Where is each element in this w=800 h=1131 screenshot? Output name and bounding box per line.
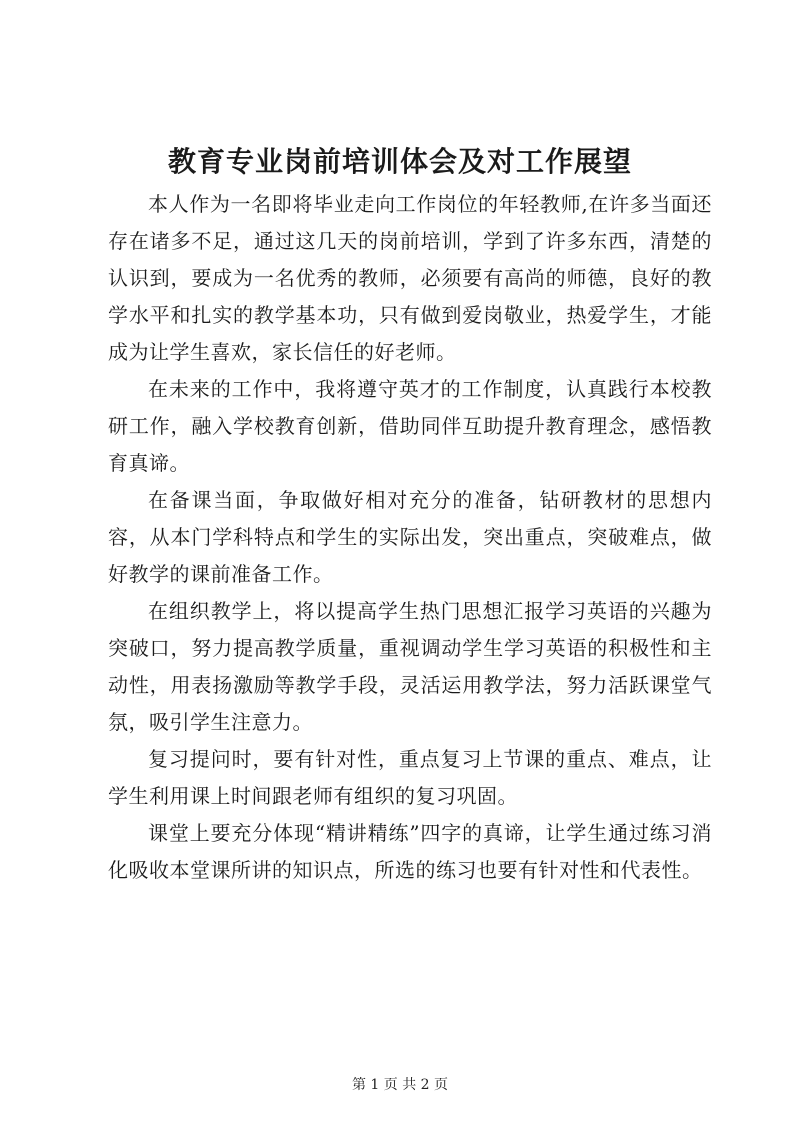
- paragraph-2: 在未来的工作中，我将遵守英才的工作制度，认真践行本校教研工作，融入学校教育创新，借助同伴互助提升教育理念，感悟教育真谛。: [108, 377, 712, 475]
- document-title: 教育专业岗前培训体会及对工作展望: [167, 145, 632, 178]
- paragraph-5: 复习提问时，要有针对性，重点复习上节课的重点、难点，让学生利用课上时间跟老师有组织的复习巩固。: [108, 747, 712, 808]
- paragraph-1: 本人作为一名即将毕业走向工作岗位的年轻教师,在许多当面还存在诸多不足，通过这几天的岗前培训，学到了许多东西，清楚的认识到，要成为一名优秀的教师，必须要有高尚的师德，良好的教学水平和扎实的教学基本功，只有做到爱岗敬业，热爱学生，才能成为让学生喜欢，家长信任的好老师。: [108, 192, 712, 364]
- paragraph-3: 在备课当面，争取做好相对充分的准备，钻研教材的思想内容，从本门学科特点和学生的实际出发，突出重点，突破难点，做好教学的课前准备工作。: [108, 488, 712, 586]
- document-body: [108, 186, 712, 889]
- paragraph-4: 在组织教学上，将以提高学生热门思想汇报学习英语的兴趣为突破口，努力提高教学质量，重视调动学生学习英语的积极性和主动性，用表扬激励等教学手段，灵活运用教学法，努力活跃课堂气氛，吸引学生注意力。: [108, 599, 712, 734]
- page-footer: 第 1 页 共 2 页: [351, 1077, 449, 1093]
- paragraph-6: 课堂上要充分体现“精讲精练”四字的真谛，让学生通过练习消化吸收本堂课所讲的知识点，所选的练习也要有针对性和代表性。: [108, 821, 712, 882]
